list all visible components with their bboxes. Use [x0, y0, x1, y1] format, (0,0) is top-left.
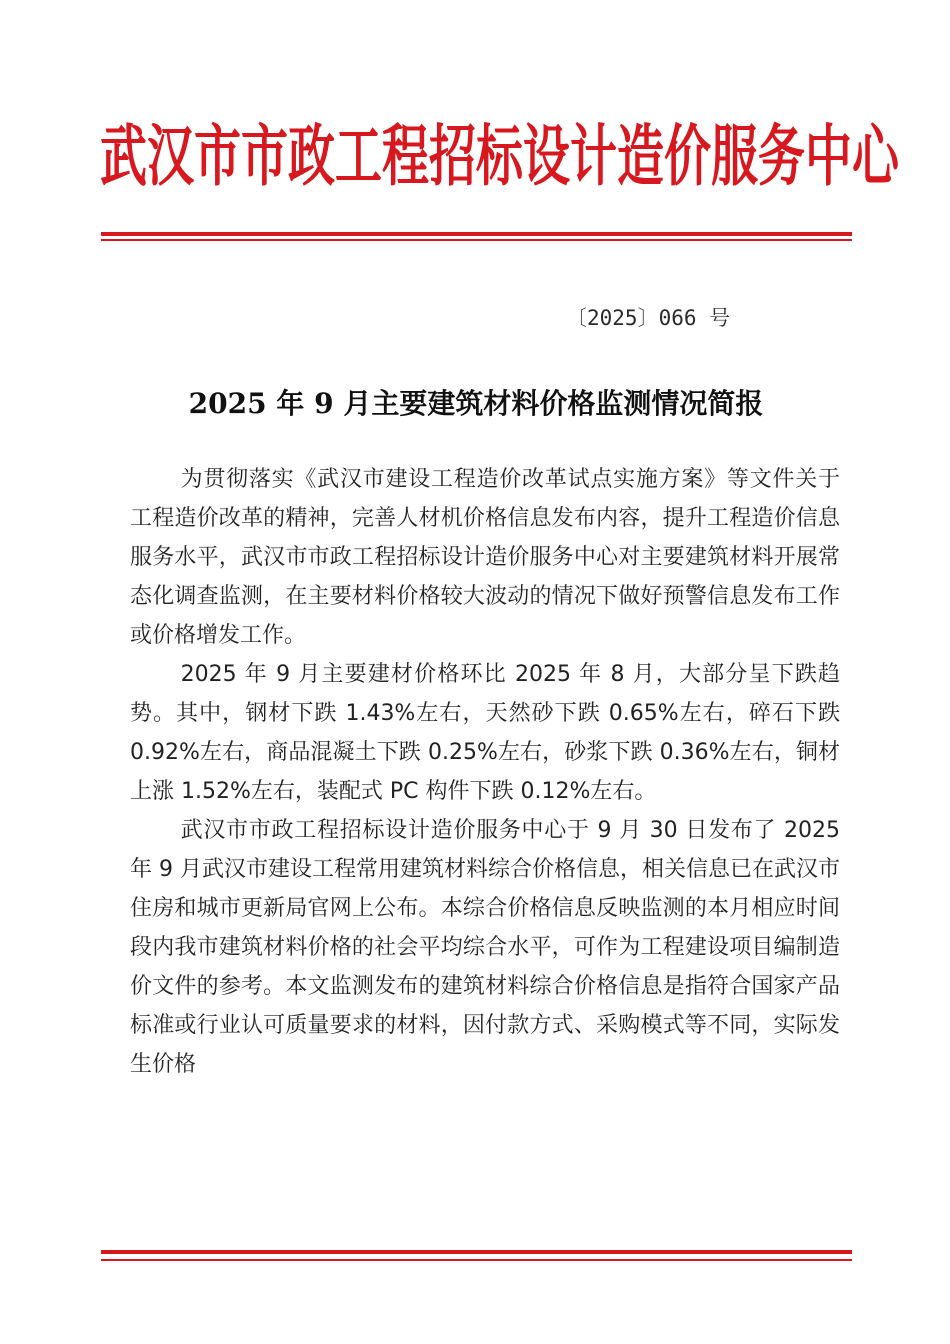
footer-rule-thick	[101, 1250, 852, 1254]
body-paragraph-3: 武汉市市政工程招标设计造价服务中心于 9 月 30 日发布了 2025 年 9 月武汉市建设工程常用建筑材料综合价格信息，相关信息已在武汉市住房和城市更新局官网上公布。本综合价格信息反映监测的本月相应时间段内我市建筑材料价格的社会平均综合水平，可作为工程建设项目编制造价文件的参考。本文监测发布的建筑材料综合价格信息是指符合国家产品标准或行业认可质量要求的材料，因付款方式、采购模式等不同，实际发生价格	[130, 818, 840, 1077]
document-body	[130, 460, 840, 1084]
document-title: 2025 年 9 月主要建筑材料价格监测情况简报	[188, 387, 764, 420]
footer-rule-thin	[101, 1259, 852, 1261]
header-rule-thick	[101, 232, 852, 236]
body-paragraph-2: 2025 年 9 月主要建材价格环比 2025 年 8 月，大部分呈下跌趋势。其中，钢材下跌 1.43%左右，天然砂下跌 0.65%左右，碎石下跌 0.92%左右，商品混凝土下跌 0.25%左右，砂浆下跌 0.36%左右，铜材上涨 1.52%左右，装配式 PC 构件下跌 0.12%左右。	[130, 662, 840, 804]
organization-letterhead: 武汉市市政工程招标设计造价服务中心	[100, 118, 899, 197]
header-rule-thin	[101, 239, 852, 241]
body-paragraph-1: 为贯彻落实《武汉市建设工程造价改革试点实施方案》等文件关于工程造价改革的精神，完善人材机价格信息发布内容，提升工程造价信息服务水平，武汉市市政工程招标设计造价服务中心对主要建筑材料开展常态化调查监测，在主要材料价格较大波动的情况下做好预警信息发布工作或价格增发工作。	[130, 467, 840, 648]
document-number: 〔2025〕066 号	[566, 306, 731, 330]
